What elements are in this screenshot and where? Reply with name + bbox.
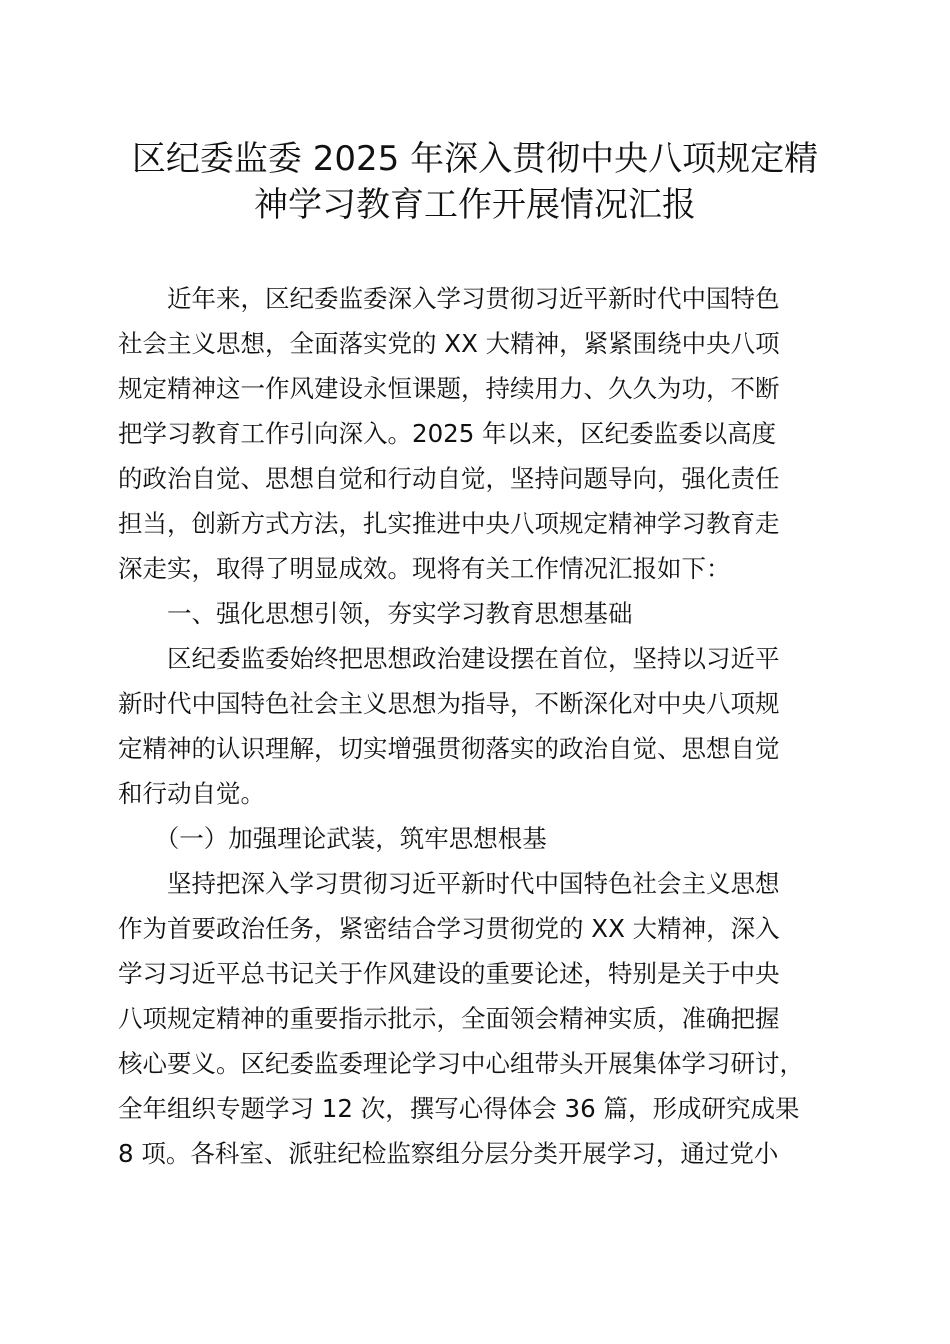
paragraph-line: 规定精神这一作风建设永恒课题，持续用力、久久为功，不断: [118, 374, 780, 403]
paragraph-line: 和行动自觉。: [118, 779, 265, 808]
subsection-heading: （一）加强理论武装，筑牢思想根基: [118, 824, 547, 853]
paragraph-line: 把学习教育工作引向深入。2025 年以来，区纪委监委以高度: [118, 419, 777, 448]
paragraph-line: 八项规定精神的重要指示批示，全面领会精神实质，准确把握: [118, 1004, 780, 1033]
paragraph-line: 社会主义思想，全面落实党的 XX 大精神，紧紧围绕中央八项: [118, 329, 780, 358]
paragraph-line: 核心要义。区纪委监委理论学习中心组带头开展集体学习研讨，: [118, 1049, 804, 1078]
paragraph-line: 坚持把深入学习贯彻习近平新时代中国特色社会主义思想: [118, 869, 780, 898]
section-heading: 一、强化思想引领，夯实学习教育思想基础: [118, 599, 633, 628]
paragraph-line: 区纪委监委始终把思想政治建设摆在首位，坚持以习近平: [118, 644, 780, 673]
paragraph-line: 学习习近平总书记关于作风建设的重要论述，特别是关于中央: [118, 959, 780, 988]
title-line: 神学习教育工作开展情况汇报: [254, 185, 696, 225]
paragraph-line: 8 项。各科室、派驻纪检监察组分层分类开展学习，通过党小: [118, 1139, 779, 1168]
paragraph-line: 全年组织专题学习 12 次，撰写心得体会 36 篇，形成研究成果: [118, 1094, 800, 1123]
document-body: [118, 276, 838, 1176]
paragraph-line: 作为首要政治任务，紧密结合学习贯彻党的 XX 大精神，深入: [118, 914, 780, 943]
paragraph-line: 近年来，区纪委监委深入学习贯彻习近平新时代中国特色: [118, 284, 780, 313]
document-title: [100, 136, 850, 228]
paragraph-line: 的政治自觉、思想自觉和行动自觉，坚持问题导向，强化责任: [118, 464, 780, 493]
paragraph-line: 定精神的认识理解，切实增强贯彻落实的政治自觉、思想自觉: [118, 734, 780, 763]
paragraph-line: 深走实，取得了明显成效。现将有关工作情况汇报如下：: [118, 554, 731, 583]
paragraph-line: 担当，创新方式方法，扎实推进中央八项规定精神学习教育走: [118, 509, 780, 538]
paragraph-line: 新时代中国特色社会主义思想为指导，不断深化对中央八项规: [118, 689, 780, 718]
title-line: 区纪委监委 2025 年深入贯彻中央八项规定精: [131, 139, 819, 179]
